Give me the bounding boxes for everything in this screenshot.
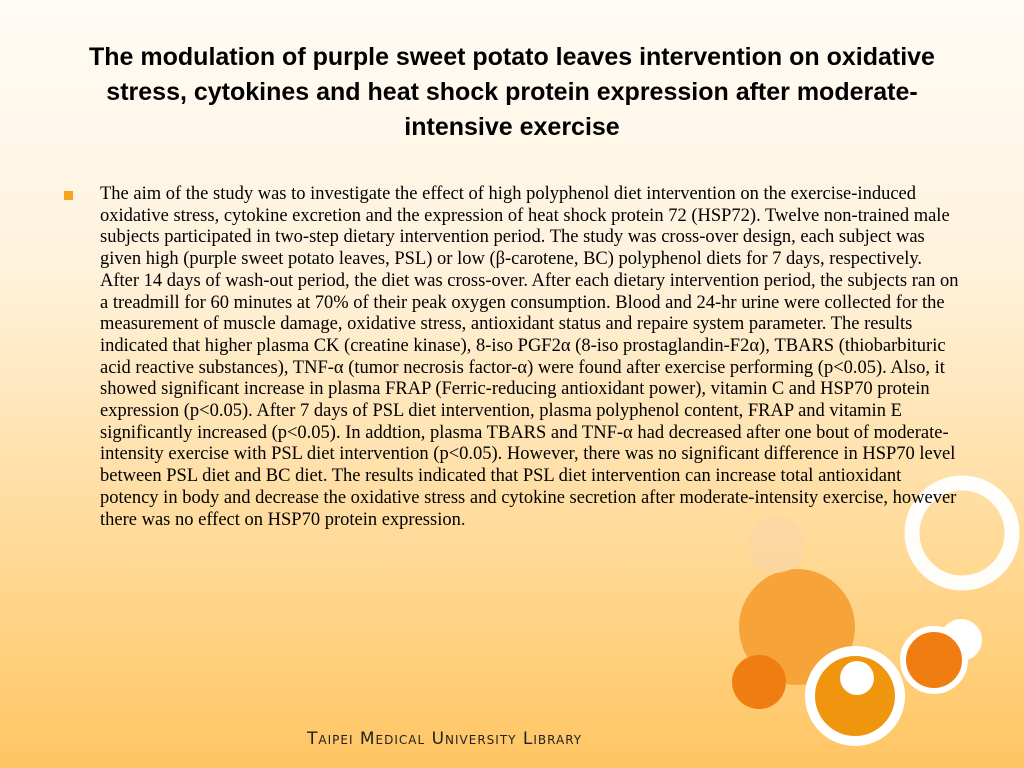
deco-circle-dark-small — [732, 655, 786, 709]
body-paragraph: The aim of the study was to investigate the effect of high polyphenol diet intervention on the exercise-induced oxidative stress, cytokine excretion and the expression of heat shock protein 72 (HSP72). Twelve non-trained male subjects participated in two-step dietary intervention period. The study was cross-over design, each subject was given high (purple sweet potato leaves, PSL) or low (β-carotene, BC) polyphenol diets for 7 days, respectively. After 14 days of wash-out period, the diet was cross-over. After each dietary intervention period, the subjects ran on a treadmill for 60 minutes at 70% of their peak oxygen consumption. Blood and 24-hr urine were collected for the measurement of muscle damage, oxidative stress, antioxidant status and repaire system parameter. The results indicated that higher plasma CK (creatine kinase), 8-iso PGF2α (8-iso prostaglandin-F2α), TBARS (thiobarbituric acid reactive substances), TNF-α (tumor necrosis factor-α) were found after exercise performing (p<0.05). Also, it showed significant increase in plasma FRAP (Ferric-reducing antioxidant power), vitamin C and HSP70 protein expression (p<0.05). After 7 days of PSL diet intervention, plasma polyphenol content, FRAP and vitamin E significantly increased (p<0.05). In addtion, plasma TBARS and TNF-α had decreased after one bout of moderate-intensity exercise with PSL diet intervention (p<0.05). However, there was no significant difference in HSP70 level between PSL diet and BC diet. The results indicated that PSL diet intervention can increase total antioxidant potency in body and decrease the oxidative stress and cytokine secretion after moderate-intensity exercise, however there was no effect on HSP70 protein expression. — [100, 184, 959, 530]
slide-title: The modulation of purple sweet potato leaves intervention on oxidative stress, cytokines and heat shock protein expression after moderate-intensive exercise — [89, 43, 935, 141]
footer-library-name: Taipei Medical University Library — [307, 729, 583, 749]
deco-circle-inner-white — [840, 661, 874, 695]
square-bullet-icon — [64, 191, 73, 200]
deco-circle-dark-ringed — [903, 629, 965, 691]
content-block — [62, 184, 962, 531]
